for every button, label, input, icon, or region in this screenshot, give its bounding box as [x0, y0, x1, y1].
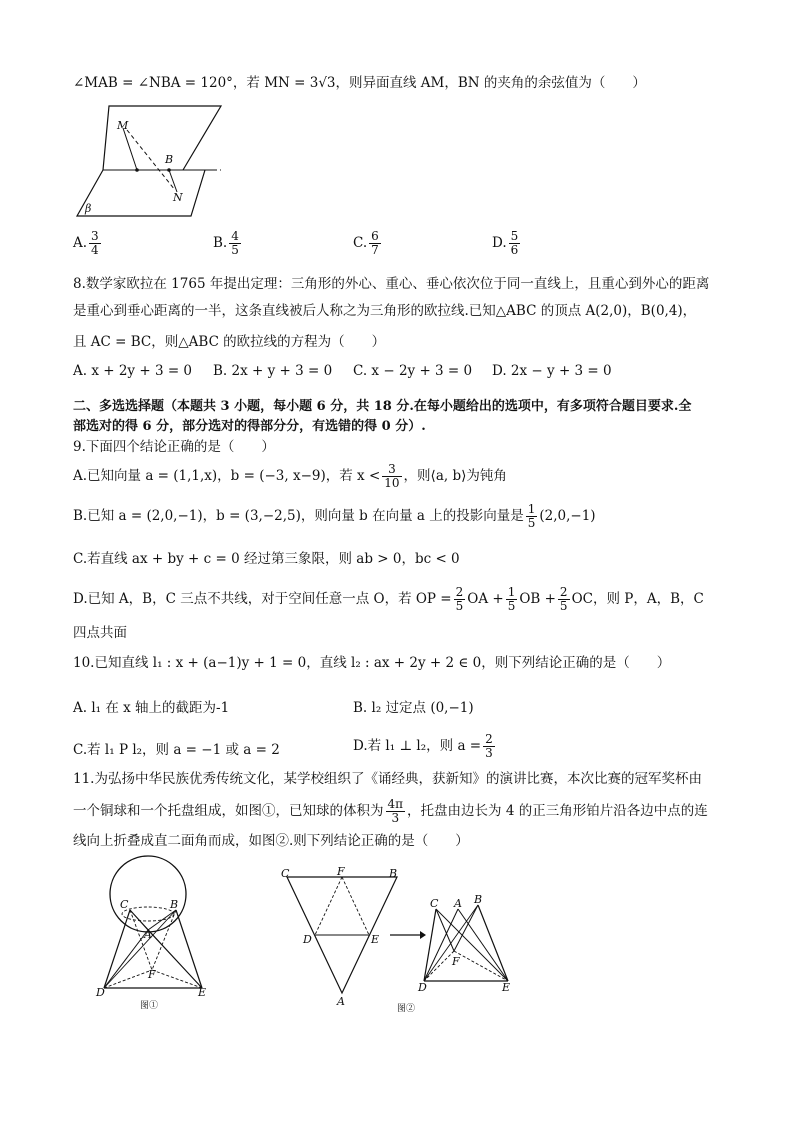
frac-num: 1: [527, 502, 536, 516]
q9-a-text: A.已知向量 a = (1,1,x)，b = (−3, x−9)，若 x <: [73, 468, 381, 484]
q9-a-text-end: ，则⟨a, b⟩为钝角: [403, 468, 507, 484]
frac-num: 6: [371, 229, 379, 243]
q11-line-1: 11.为弘扬中华民族优秀传统文化，某学校组织了《诵经典，获新知》的演讲比赛，本次比赛的冠军奖杯由: [73, 771, 702, 787]
frac-num: 3: [91, 229, 99, 243]
fig2b-label-d: D: [418, 981, 427, 994]
label-n: N: [173, 191, 183, 204]
q8-line-1: 8.数学家欧拉在 1765 年提出定理：三角形的外心、重心、垂心依次位于同一直线上，且重心到外心的距离: [73, 276, 710, 292]
option-label: B.: [213, 235, 228, 251]
q10-d-text: D.若 l₁ ⊥ l₂，则 a =: [353, 738, 482, 754]
q9-option-c: C.若直线 ax + by + c = 0 经过第三象限，则 ab > 0，bc < 0: [73, 551, 460, 567]
q8-line-2: 是重心到垂心距离的一半，这条直线被后人称之为三角形的欧拉线.已知△ABC 的顶点 A(2,0)，B(0,4)，: [73, 303, 697, 319]
frac-den: 6: [510, 243, 519, 257]
figure-2-folded-tray: [418, 895, 518, 995]
frac-den: 5: [507, 599, 516, 613]
frac-num: 2: [455, 585, 464, 599]
fig1-label-d: D: [96, 986, 105, 999]
frac-num: 4: [231, 229, 239, 243]
q11-line-2-text-end: ，托盘由边长为 4 的正三角形铂片沿各边中点的连: [407, 803, 708, 819]
q9-option-a: [73, 462, 507, 490]
q8-option-c: C. x − 2y + 3 = 0: [353, 363, 473, 379]
frac-num: 4π: [387, 797, 404, 811]
frac-den: 5: [527, 516, 536, 530]
option-label: A.: [73, 235, 88, 251]
label-b: B: [165, 153, 174, 166]
q8-line-3: 且 AC = BC，则△ABC 的欧拉线的方程为（ ）: [73, 334, 386, 350]
figure-2-flat-triangle: [275, 865, 416, 1025]
q7-option-c: [353, 230, 383, 257]
q10-option-c: C.若 l₁ P l₂，则 a = −1 或 a = 2: [73, 742, 280, 758]
figure-1-trophy: [90, 852, 220, 1017]
section-2-header-line-2: 部选对的得 6 分，部分选对的得部分分，有选错的得 0 分）.: [73, 419, 426, 434]
frac-den: 3: [485, 746, 493, 760]
q11-line-2: [73, 796, 708, 826]
q9-d-text-end: OC，则 P，A，B，C: [571, 591, 704, 607]
q7-option-a: [73, 230, 103, 257]
frac-den: 4: [91, 243, 99, 257]
q8-option-d: D. 2x − y + 3 = 0: [492, 363, 612, 379]
q8-option-b: B. 2x + y + 3 = 0: [213, 363, 333, 379]
fig2-label-f: F: [337, 865, 345, 878]
fig2-label-a: A: [337, 995, 345, 1008]
q8-option-a: A. x + 2y + 3 = 0: [73, 363, 193, 379]
frac-num: 2: [559, 585, 568, 599]
frac-num: 5: [510, 229, 519, 243]
option-label: C.: [353, 235, 368, 251]
q9-d-text-mid: OB +: [519, 591, 556, 607]
fig2b-label-f: F: [452, 955, 460, 968]
frac-num: 2: [485, 732, 493, 746]
fig1-label-a: A: [144, 928, 152, 941]
fig2-label-d: D: [303, 933, 312, 946]
q10-option-d: [353, 732, 497, 760]
label-m: M: [117, 119, 129, 132]
q7-option-b: [213, 230, 243, 257]
label-beta: β: [85, 202, 92, 215]
fig1-label-f: F: [148, 968, 156, 981]
frac-den: 3: [391, 811, 400, 825]
q9-option-b: [73, 502, 596, 530]
q10-option-b: B. l₂ 过定点 (0,−1): [353, 700, 474, 716]
frac-den: 10: [384, 476, 400, 490]
q10-option-a: A. l₁ 在 x 轴上的截距为-1: [73, 700, 230, 716]
q9-option-d-line-2: 四点共面: [73, 625, 127, 641]
q9-b-text: B.已知 a = (2,0,−1)，b = (3,−2,5)，则向量 b 在向量 a 上的投影向量是: [73, 508, 524, 524]
fig2-label-c: C: [281, 867, 290, 880]
q9-d-text: D.已知 A，B，C 三点不共线，对于空间任意一点 O，若 OP =: [73, 591, 452, 607]
fig1-label-b: B: [170, 898, 179, 911]
figure-1-caption: 图①: [140, 1001, 159, 1011]
q11-line-2-text: 一个铜球和一个托盘组成，如图①，已知球的体积为: [73, 803, 384, 819]
fig2b-label-e: E: [502, 981, 511, 994]
fig1-label-e: E: [198, 986, 207, 999]
section-2-header-line-1: 二、多选选择题（本题共 3 小题，每小题 6 分，共 18 分.在每小题给出的选项中，有多项符合题目要求.全: [73, 399, 692, 414]
q9-option-d: [73, 584, 704, 614]
frac-num: 3: [382, 463, 401, 477]
q7-figure: [73, 100, 233, 220]
fig2b-label-a: A: [454, 897, 462, 910]
q10-stem: 10.已知直线 l₁ : x + (a−1)y + 1 = 0，直线 l₂ : ax + 2y + 2 ∈ 0，则下列结论正确的是（ ）: [73, 655, 671, 671]
fig1-label-c: C: [120, 898, 129, 911]
frac-den: 5: [559, 599, 568, 613]
q9-b-text-end: (2,0,−1): [539, 508, 596, 524]
q7-option-d: [492, 230, 522, 257]
figure-2-caption: 图②: [397, 1004, 416, 1014]
frac-den: 7: [371, 243, 379, 257]
frac-num: 1: [507, 585, 516, 599]
frac-den: 5: [231, 243, 239, 257]
q9-stem: 9.下面四个结论正确的是（ ）: [73, 439, 275, 455]
fig2b-label-b: B: [474, 893, 483, 906]
q11-line-3: 线向上折叠成直二面角而成，如图②.则下列结论正确的是（ ）: [73, 833, 469, 849]
fig2-label-e: E: [371, 933, 380, 946]
option-label: D.: [492, 235, 507, 251]
frac-den: 5: [455, 599, 464, 613]
fig2-label-b: B: [389, 867, 398, 880]
fig2b-label-c: C: [430, 897, 439, 910]
q9-d-text-mid: OA +: [467, 591, 504, 607]
q7-stem: ∠MAB = ∠NBA = 120°，若 MN = 3√3，则异面直线 AM，BN 的夹角的余弦值为（ ）: [73, 75, 646, 91]
